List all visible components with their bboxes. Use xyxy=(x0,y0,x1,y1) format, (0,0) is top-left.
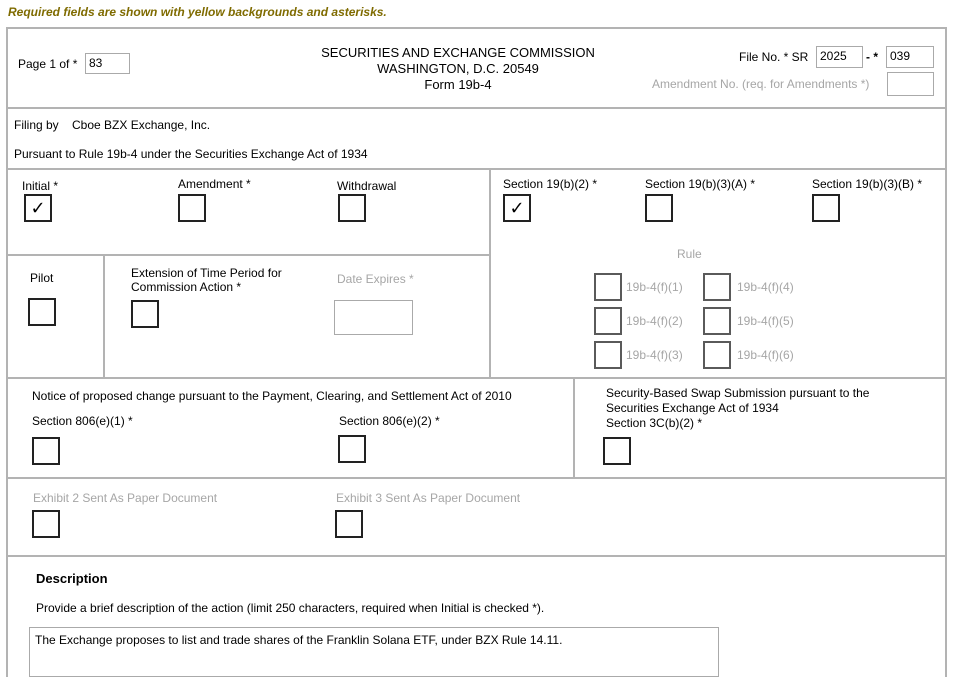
rule-19b4f4-checkbox[interactable] xyxy=(703,273,731,301)
section-19b2-label: Section 19(b)(2) * xyxy=(503,177,598,191)
description-textarea[interactable]: The Exchange proposes to list and trade shares of the Franklin Solana ETF, under BZX Rule 14.11. xyxy=(29,627,719,677)
section-806e1-label: Section 806(e)(1) * xyxy=(32,414,133,428)
amendment-no-label: Amendment No. (req. for Amendments *) xyxy=(652,77,870,91)
date-expires-field[interactable] xyxy=(334,300,413,335)
file-dash: - * xyxy=(866,50,878,64)
rule-19b4f2-checkbox[interactable] xyxy=(594,307,622,335)
exhibit-2-label: Exhibit 2 Sent As Paper Document xyxy=(33,491,218,505)
rule-19b4f3-label: 19b-4(f)(3) xyxy=(626,348,683,362)
section-806e2-checkbox[interactable] xyxy=(338,435,366,463)
exhibit-2-checkbox[interactable] xyxy=(32,510,60,538)
page-label: Page 1 of * xyxy=(18,57,78,71)
description-heading: Description xyxy=(36,571,108,586)
filing-by-label: Filing by xyxy=(14,118,59,132)
file-year-field[interactable]: 2025 xyxy=(816,46,863,68)
divider xyxy=(573,377,575,478)
divider xyxy=(6,168,947,170)
rule-19b4f3-checkbox[interactable] xyxy=(594,341,622,369)
swap-submission-label-2: Securities Exchange Act of 1934 xyxy=(606,401,779,415)
clearing-notice: Notice of proposed change pursuant to the Payment, Clearing, and Settlement Act of 2010 xyxy=(32,389,512,403)
description-instructions: Provide a brief description of the action (limit 250 characters, required when Initial is checked *). xyxy=(36,601,545,615)
required-fields-notice: Required fields are shown with yellow backgrounds and asterisks. xyxy=(8,5,387,19)
initial-checkbox[interactable]: ✓ xyxy=(24,194,52,222)
file-no-label: File No. * SR xyxy=(739,50,809,64)
section-806e1-checkbox[interactable] xyxy=(32,437,60,465)
rule-19b4f6-checkbox[interactable] xyxy=(703,341,731,369)
pilot-label: Pilot xyxy=(30,271,54,285)
amendment-no-field[interactable] xyxy=(887,72,934,96)
commission-address: WASHINGTON, D.C. 20549 xyxy=(377,61,539,76)
pursuant-text: Pursuant to Rule 19b-4 under the Securities Exchange Act of 1934 xyxy=(14,147,368,161)
rule-label: Rule xyxy=(677,247,702,261)
exhibit-3-label: Exhibit 3 Sent As Paper Document xyxy=(336,491,521,505)
pilot-checkbox[interactable] xyxy=(28,298,56,326)
form-number: Form 19b-4 xyxy=(424,77,492,92)
withdrawal-label: Withdrawal xyxy=(337,179,397,193)
divider xyxy=(6,555,947,557)
rule-19b4f4-label: 19b-4(f)(4) xyxy=(737,280,794,294)
initial-label: Initial * xyxy=(22,179,59,193)
amendment-label: Amendment * xyxy=(178,177,251,191)
rule-19b4f6-label: 19b-4(f)(6) xyxy=(737,348,794,362)
rule-19b4f2-label: 19b-4(f)(2) xyxy=(626,314,683,328)
divider xyxy=(6,107,947,109)
section-19b3a-label: Section 19(b)(3)(A) * xyxy=(645,177,756,191)
rule-19b4f5-label: 19b-4(f)(5) xyxy=(737,314,794,328)
page-total-field[interactable]: 83 xyxy=(85,53,130,74)
section-19b3b-checkbox[interactable] xyxy=(812,194,840,222)
extension-label-2: Commission Action * xyxy=(131,280,242,294)
section-3cb2-checkbox[interactable] xyxy=(603,437,631,465)
divider xyxy=(6,254,490,256)
withdrawal-checkbox[interactable] xyxy=(338,194,366,222)
commission-title: SECURITIES AND EXCHANGE COMMISSION xyxy=(321,45,595,60)
divider xyxy=(6,377,947,379)
extension-checkbox[interactable] xyxy=(131,300,159,328)
extension-label: Extension of Time Period for xyxy=(131,266,282,280)
file-number-field[interactable]: 039 xyxy=(886,46,934,68)
divider xyxy=(6,477,947,479)
rule-19b4f1-checkbox[interactable] xyxy=(594,273,622,301)
divider xyxy=(489,168,491,378)
rule-19b4f5-checkbox[interactable] xyxy=(703,307,731,335)
filer-name: Cboe BZX Exchange, Inc. xyxy=(72,118,211,132)
section-3cb2-label: Section 3C(b)(2) * xyxy=(606,416,703,430)
section-19b3a-checkbox[interactable] xyxy=(645,194,673,222)
amendment-checkbox[interactable] xyxy=(178,194,206,222)
section-806e2-label: Section 806(e)(2) * xyxy=(339,414,440,428)
section-19b3b-label: Section 19(b)(3)(B) * xyxy=(812,177,923,191)
section-19b2-checkbox[interactable]: ✓ xyxy=(503,194,531,222)
date-expires-label: Date Expires * xyxy=(337,272,414,286)
swap-submission-label: Security-Based Swap Submission pursuant to the xyxy=(606,386,870,400)
rule-19b4f1-label: 19b-4(f)(1) xyxy=(626,280,683,294)
divider xyxy=(103,254,105,378)
exhibit-3-checkbox[interactable] xyxy=(335,510,363,538)
